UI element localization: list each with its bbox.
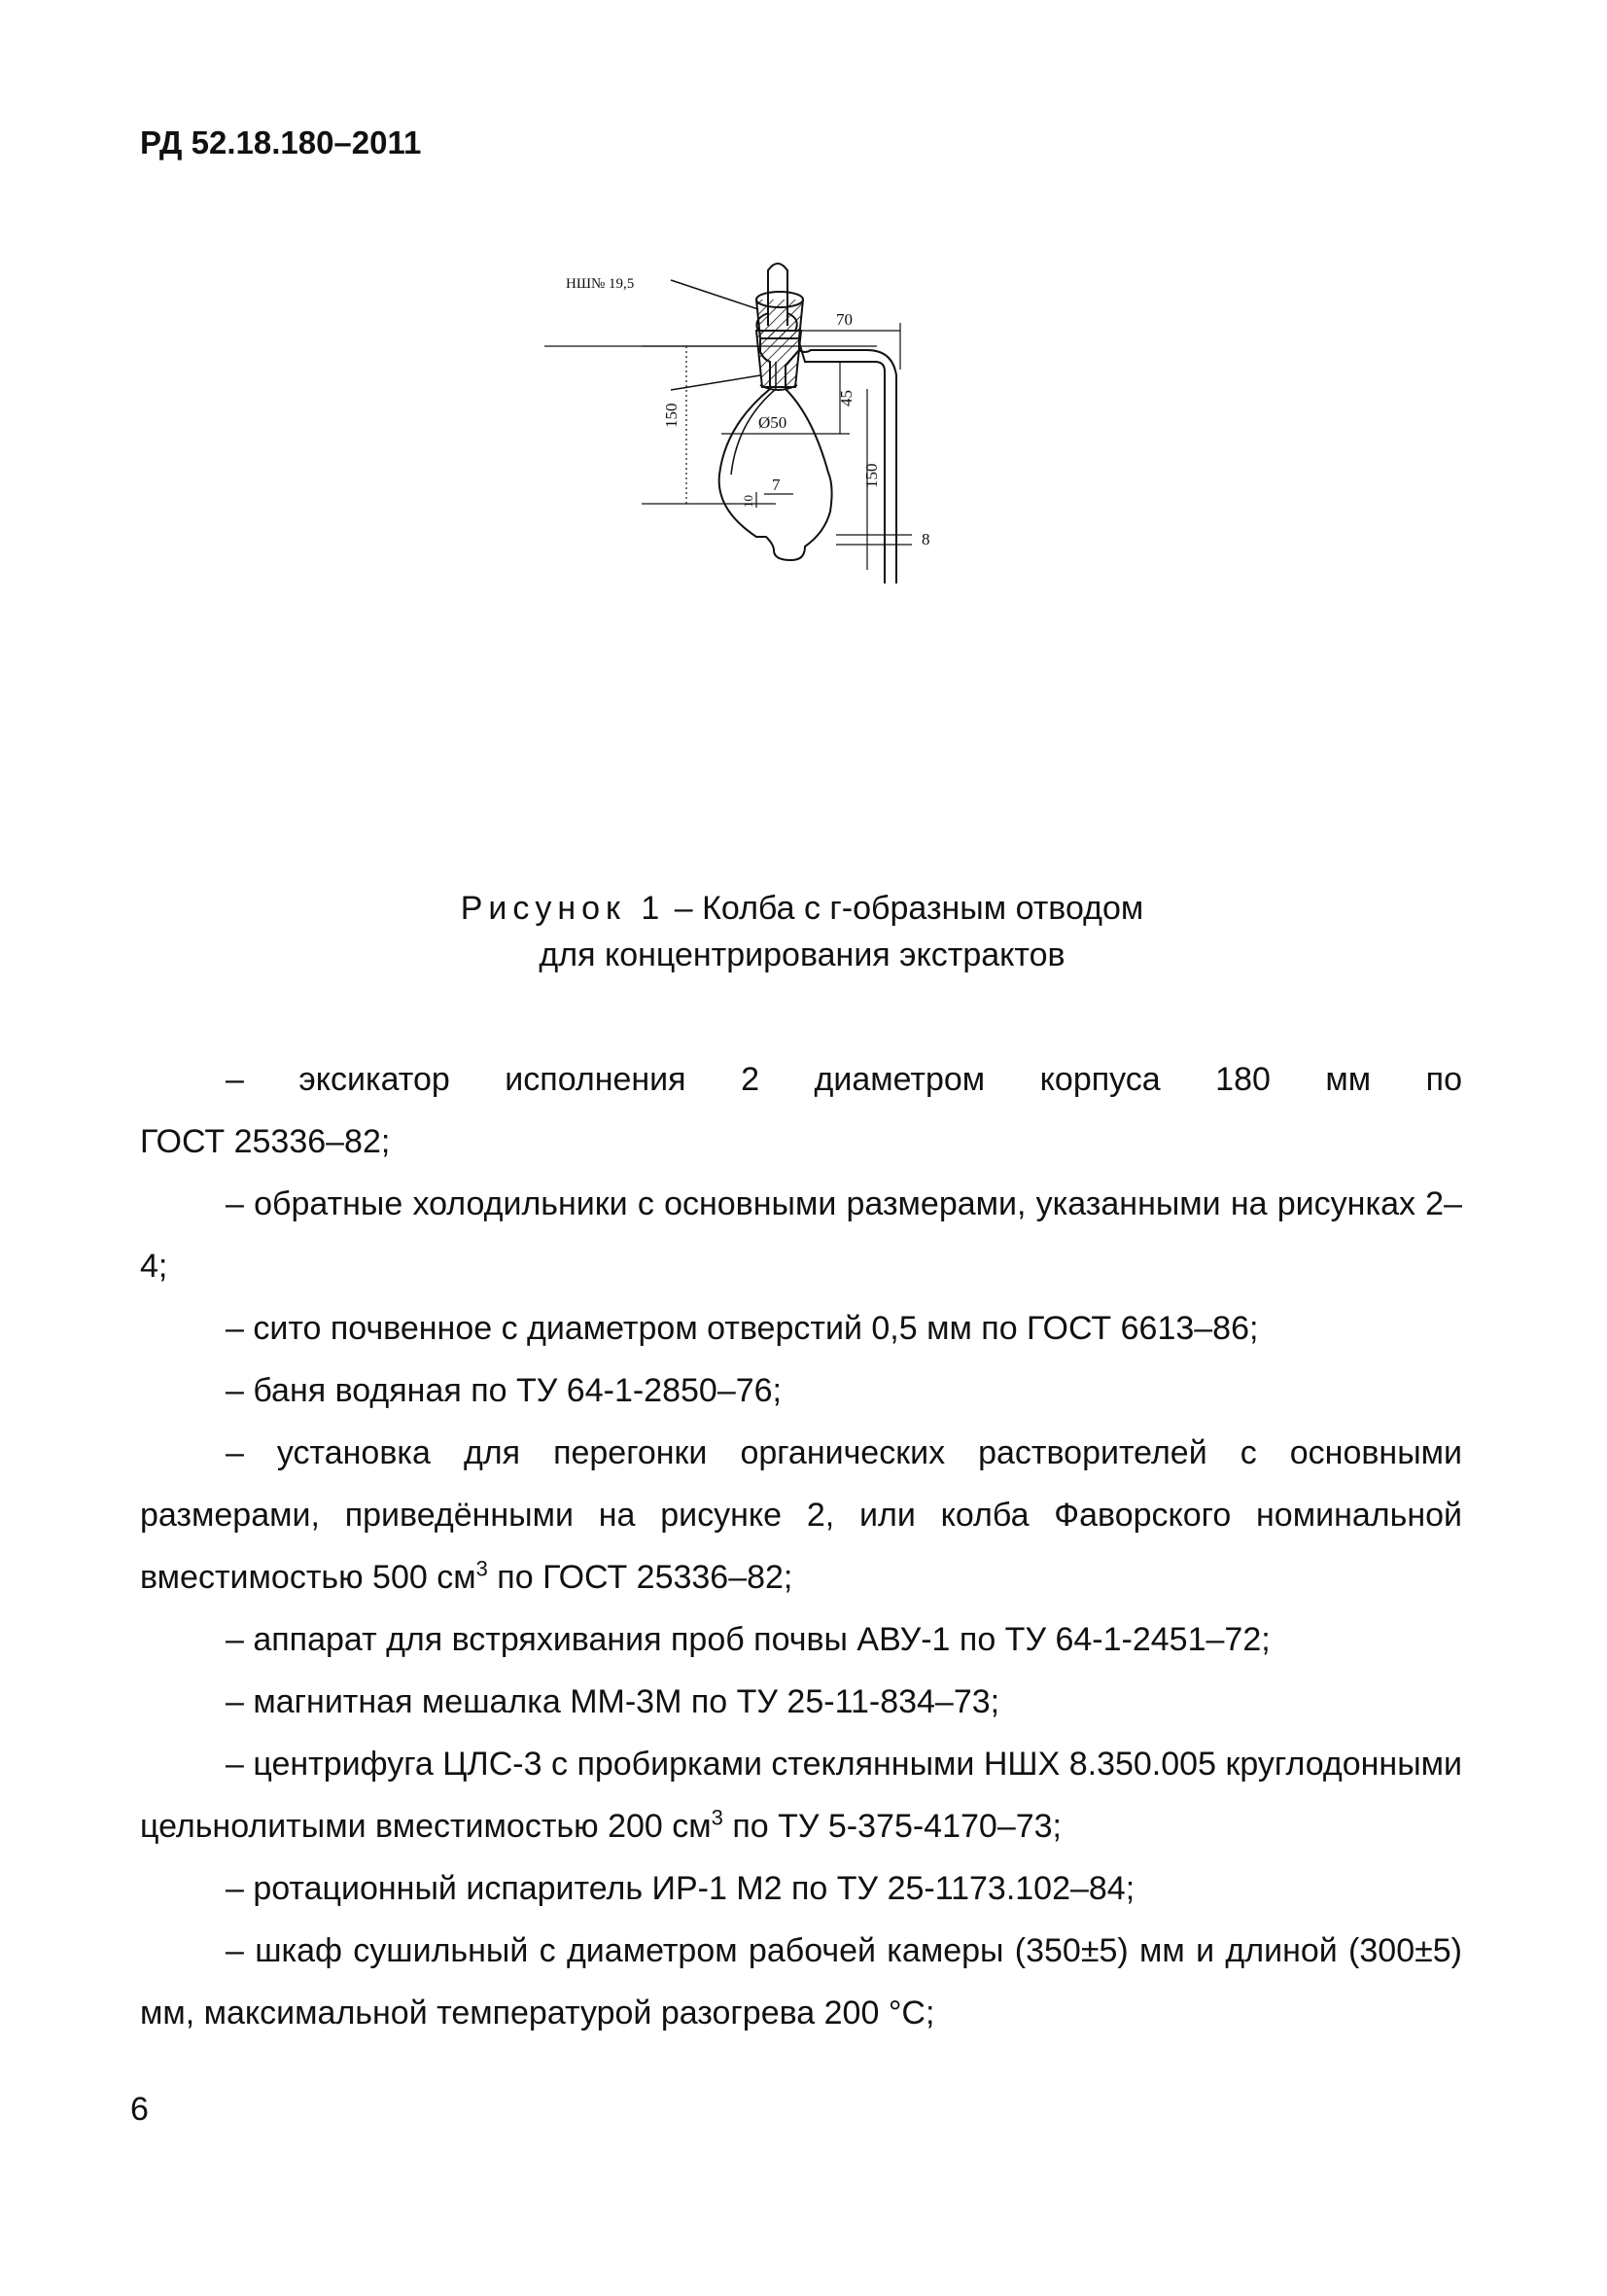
dim-tip [741,476,793,508]
dim-8-label: 8 [922,530,930,548]
superscript: 3 [475,1556,488,1581]
dim-neck-height [826,362,856,434]
dim-10-label: 10 [741,495,755,508]
page-number: 6 [130,2091,149,2128]
figure-caption-title: – Колба с г-образным отводом [665,890,1144,927]
joint-label: НШ№ 19,5 [566,276,635,292]
dim-45-label: 45 [837,390,856,406]
list-item: – эксикатор исполнения 2 диаметром корпуса 180 мм по [226,1061,1462,1098]
figure-caption-number: Рисунок 1 [460,890,666,927]
figure-caption [292,885,1312,978]
flask [671,280,896,583]
list-item: – аппарат для встряхивания проб почвы АВУ-1 по ТУ 64-1-2451–72; [226,1621,1271,1658]
dim-tube-gap [836,530,930,562]
list-item: – обратные холодильники с основными размерами, указанными на рисунках 2–4; [140,1185,1462,1285]
list-item: – ротационный испаритель ИР-1 М2 по ТУ 25-1173.102–84; [226,1870,1135,1907]
superscript: 3 [711,1805,723,1830]
list-item [140,1422,1462,1608]
equipment-list [140,1048,1462,2044]
list-item: – баня водяная по ТУ 64-1-2850–76; [226,1372,782,1409]
list-item: – магнитная мешалка ММ-3М по ТУ 25-11-834–73; [226,1683,1000,1720]
document-code: РД 52.18.180–2011 [140,124,422,160]
flask-drawing [544,253,992,836]
dim-body-height [544,346,877,504]
dim-150-body-label: 150 [662,403,681,428]
list-item: – сито почвенное с диаметром отверстий 0,5 мм по ГОСТ 6613–86; [226,1310,1259,1347]
dim-7-label: 7 [772,476,781,494]
dim-70-label: 70 [836,310,853,329]
dim-150-tube-label: 150 [862,463,881,488]
dim-tube-height [862,389,881,570]
list-item [140,1733,1462,1857]
list-item: – шкаф сушильный с диаметром рабочей камеры (350±5) мм и длиной (300±5) мм, максимальной температурой разогрева 200 °С; [140,1932,1462,2031]
figure-caption-line2: для концентрирования экстрактов [539,936,1066,973]
dim-diameter-label: Ø50 [758,413,787,432]
list-item-continued: ГОСТ 25336–82; [140,1123,391,1160]
list-item-text: – центрифуга ЦЛС-3 с пробирками стеклянными НШХ 8.350.005 круглодонными цельнолитыми вместимостью 200 см [140,1746,1462,1845]
list-item-text-end: по ГОСТ 25336–82; [487,1559,793,1596]
list-item-text-end: по ТУ 5-375-4170–73; [722,1808,1062,1845]
list-item-text: – установка для перегонки органических растворителей с основными размерами, приведёнными на рисунке 2, или колба Фаворского номинальной вместимостью 500 см [140,1434,1462,1596]
